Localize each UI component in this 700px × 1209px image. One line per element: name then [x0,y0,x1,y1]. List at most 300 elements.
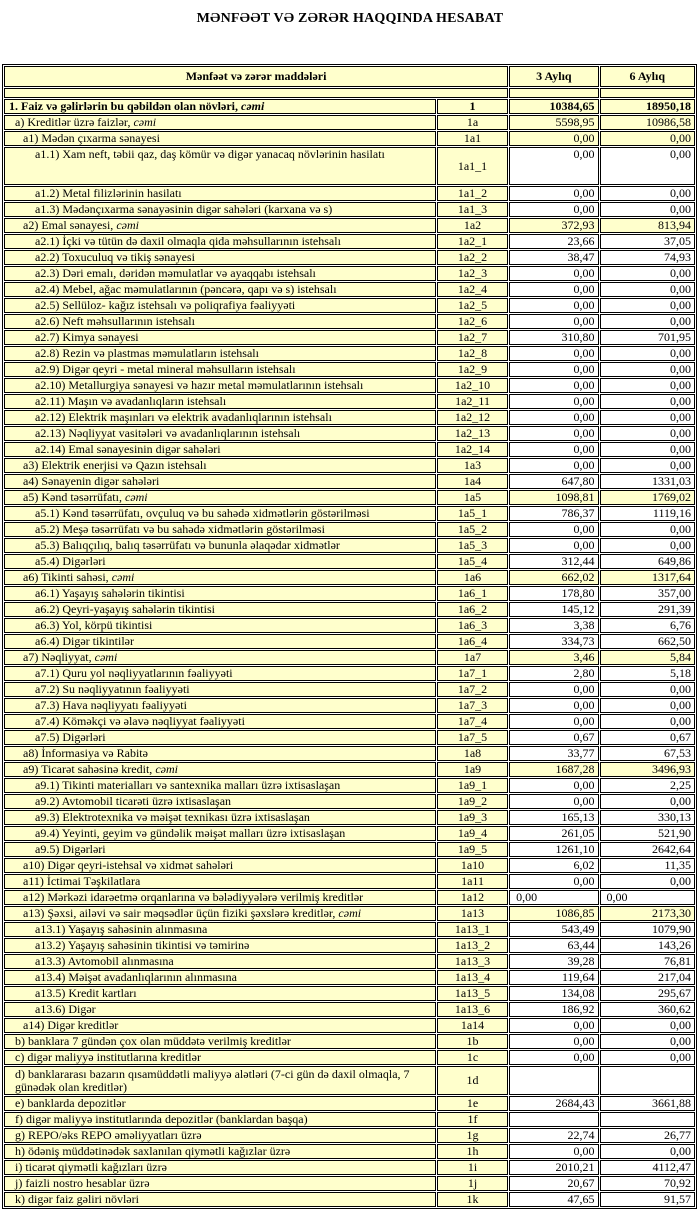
row-label-cell: d) banklararası bazarın qısamüddətli maliyyə alətləri (7-ci gün də daxil olmaqla, 7 günədək olan kreditlər) [4,1066,436,1095]
table-row [4,314,695,329]
table-row [4,1144,695,1159]
header-row [4,66,695,87]
row-value-3m-cell: 261,05 [509,826,598,841]
row-label-text: a) Kreditlər üzrə faizlər, [15,115,134,129]
row-value-3m-cell: 2010,21 [509,1160,598,1175]
table-row [4,954,695,969]
row-label-cell: a2.14) Emal sənayesinin digər sahələri [4,442,436,457]
row-value-3m-cell: 47,65 [509,1192,598,1207]
row-label-cell: a5.2) Meşə təsərrüfatı və bu sahədə xidmətlərin göstərilməsi [4,522,436,537]
row-label-cell [4,99,436,114]
row-value-6m-cell: 0,00 [600,426,695,441]
row-value-6m-cell: 357,00 [600,586,695,601]
row-label-cell: a10) Digər qeyri-istehsal və xidmət sahələri [4,858,436,873]
table-row [4,938,695,953]
row-value-6m-cell: 0,00 [600,714,695,729]
row-value-6m-cell: 6,76 [600,618,695,633]
table-row [4,522,695,537]
table-row [4,826,695,841]
row-label-italic-suffix: cəmi [111,570,135,584]
table-row [4,922,695,937]
row-code-cell: 1h [437,1144,508,1159]
row-value-3m-cell: 0,00 [509,890,598,905]
row-value-3m-cell: 312,44 [509,554,598,569]
row-value-6m-cell: 0,00 [600,394,695,409]
row-value-3m-cell: 5598,95 [509,115,598,130]
row-value-3m-cell: 0,00 [509,410,598,425]
row-value-3m-cell: 0,00 [509,682,598,697]
table-row [4,282,695,297]
spacer-cell [509,88,598,98]
row-value-6m-cell: 0,00 [600,266,695,281]
table-row [4,810,695,825]
row-label-cell: a2.6) Neft məhsullarının istehsalı [4,314,436,329]
profit-loss-table [2,64,697,1209]
row-value-6m-cell: 2,25 [600,778,695,793]
row-code-cell: 1a9_3 [437,810,508,825]
row-code-cell: 1a7_3 [437,698,508,713]
row-value-3m-cell: 372,93 [509,218,598,233]
row-label-cell: a2.5) Sellüloz- kağız istehsalı və poliqrafiya fəaliyyəti [4,298,436,313]
row-code-cell: 1a2_2 [437,250,508,265]
row-label-cell: a3) Elektrik enerjisi və Qazın istehsalı [4,458,436,473]
row-code-cell: 1a13_1 [437,922,508,937]
row-label-cell [4,650,436,665]
row-code-cell: 1a2_12 [437,410,508,425]
row-value-6m-cell: 295,67 [600,986,695,1001]
row-label-text: 1. Faiz və gəlirlərin bu qəbildən olan növləri, [9,99,241,113]
row-value-3m-cell: 1086,85 [509,906,598,921]
row-code-cell: 1a7_5 [437,730,508,745]
row-value-3m-cell: 2684,43 [509,1096,598,1111]
table-row [4,986,695,1001]
row-label-cell: a7.5) Digərləri [4,730,436,745]
row-label-cell: e) banklarda depozitlər [4,1096,436,1111]
row-label-cell: a13.5) Kredit kartları [4,986,436,1001]
row-code-cell: 1k [437,1192,508,1207]
row-value-6m-cell: 74,93 [600,250,695,265]
table-row [4,147,695,185]
row-code-cell: 1a9_1 [437,778,508,793]
row-code-cell: 1a6_3 [437,618,508,633]
row-value-6m-cell: 649,86 [600,554,695,569]
row-value-6m-cell: 0,00 [600,186,695,201]
row-value-6m-cell: 0,00 [600,1144,695,1159]
row-value-3m-cell: 33,77 [509,746,598,761]
row-value-3m-cell: 0,00 [509,282,598,297]
row-label-italic-suffix: cəmi [155,762,178,776]
row-label-cell [4,570,436,585]
table-row [4,634,695,649]
table-row [4,890,695,905]
row-label-cell: a13.3) Avtomobil alınmasına [4,954,436,969]
row-code-cell: 1g [437,1128,508,1143]
row-label-cell [4,115,436,130]
row-code-cell: 1a2_8 [437,346,508,361]
row-code-cell: 1e [437,1096,508,1111]
table-row [4,218,695,233]
row-label-cell: a7.4) Köməkçi və əlavə nəqliyyat fəaliyyəti [4,714,436,729]
row-code-cell: 1a9 [437,762,508,777]
row-code-cell: 1a11 [437,874,508,889]
table-row [4,602,695,617]
row-value-3m-cell: 786,37 [509,506,598,521]
row-value-6m-cell: 2173,30 [600,906,695,921]
row-value-3m-cell: 0,00 [509,1144,598,1159]
row-label-cell: a2.7) Kimya sənayesi [4,330,436,345]
table-row [4,426,695,441]
row-value-6m-cell: 0,00 [600,890,695,905]
col-header-3m: 3 Aylıq [509,66,598,87]
table-row [4,410,695,425]
row-code-cell: 1a5_2 [437,522,508,537]
row-value-6m-cell: 0,00 [600,282,695,297]
row-value-6m-cell: 0,00 [600,442,695,457]
row-code-cell: 1a9_2 [437,794,508,809]
table-row [4,1128,695,1143]
row-value-3m-cell: 186,92 [509,1002,598,1017]
row-value-6m-cell: 0,00 [600,794,695,809]
row-value-6m-cell: 37,05 [600,234,695,249]
row-label-cell: a8) İnformasiya və Rabitə [4,746,436,761]
table-row [4,1176,695,1191]
row-code-cell: 1a2_11 [437,394,508,409]
table-row [4,362,695,377]
table-row [4,1034,695,1049]
row-code-cell: 1a13_6 [437,1002,508,1017]
row-value-6m-cell: 0,00 [600,1018,695,1033]
row-code-cell: 1a6_1 [437,586,508,601]
row-label-cell: a2.12) Elektrik maşınları və elektrik avadanlıqlarının istehsalı [4,410,436,425]
row-value-3m-cell: 0,00 [509,362,598,377]
table-row [4,1002,695,1017]
row-code-cell: 1a7_2 [437,682,508,697]
row-value-6m-cell: 0,00 [600,147,695,185]
row-code-cell: 1a5 [437,490,508,505]
row-value-6m-cell: 0,00 [600,1050,695,1065]
table-row [4,394,695,409]
row-code-cell: 1i [437,1160,508,1175]
row-label-cell: a9.1) Tikinti materialları və santexnika malları üzrə ixtisaslaşan [4,778,436,793]
row-label-cell [4,906,436,921]
row-label-cell: a9.5) Digərləri [4,842,436,857]
row-code-cell: 1a9_5 [437,842,508,857]
row-value-6m-cell: 0,00 [600,410,695,425]
row-label-cell: a13.6) Digər [4,1002,436,1017]
row-value-3m-cell: 0,00 [509,314,598,329]
row-code-cell: 1a1 [437,131,508,146]
table-row [4,298,695,313]
row-value-3m-cell: 310,80 [509,330,598,345]
row-value-6m-cell: 0,00 [600,298,695,313]
col-header-items: Mənfəət və zərər maddələri [4,66,508,87]
row-value-6m-cell: 3661,88 [600,1096,695,1111]
row-label-cell: a11) İctimai Təşkilatlara [4,874,436,889]
row-value-6m-cell: 1769,02 [600,490,695,505]
row-label-cell: a13.4) Məişət avadanlıqlarının alınmasına [4,970,436,985]
row-code-cell: 1a5_3 [437,538,508,553]
row-code-cell: 1a8 [437,746,508,761]
row-code-cell: 1a7 [437,650,508,665]
row-value-3m-cell: 0,00 [509,1034,598,1049]
row-value-3m-cell: 0,00 [509,522,598,537]
row-label-cell: a2.3) Dəri emalı, dəridən məmulatlar və ayaqqabı istehsalı [4,266,436,281]
row-code-cell: 1a2 [437,218,508,233]
row-value-6m-cell: 0,00 [600,362,695,377]
row-value-6m-cell: 0,00 [600,682,695,697]
row-label-cell: g) REPO/əks REPO əməliyyatları üzrə [4,1128,436,1143]
row-value-3m-cell: 0,00 [509,794,598,809]
table-row [4,346,695,361]
row-code-cell: 1a13_2 [437,938,508,953]
row-label-cell: a1) Mədən çıxarma sənayesi [4,131,436,146]
row-code-cell: 1a1_3 [437,202,508,217]
row-label-cell: a12) Mərkəzi idarəetmə orqanlarına və bələdiyyələrə verilmiş kreditlər [4,890,436,905]
row-value-3m-cell: 39,28 [509,954,598,969]
row-label-cell: a2.1) İçki və tütün də daxil olmaqla qida məhsullarının istehsalı [4,234,436,249]
row-code-cell: 1a2_13 [437,426,508,441]
row-value-6m-cell: 5,84 [600,650,695,665]
table-row [4,490,695,505]
table-row [4,650,695,665]
row-label-text: a6) Tikinti sahəsi, [23,570,112,584]
row-label-cell: k) digər faiz gəliri növləri [4,1192,436,1207]
row-value-3m-cell: 0,00 [509,202,598,217]
profit-loss-table-body [4,66,695,1207]
spacer-row [4,88,695,98]
row-value-6m-cell: 0,00 [600,346,695,361]
row-value-6m-cell: 0,00 [600,202,695,217]
table-row [4,234,695,249]
row-value-6m-cell: 3496,93 [600,762,695,777]
row-label-cell: a7.3) Hava nəqliyyatı fəaliyyəti [4,698,436,713]
row-code-cell: 1a13 [437,906,508,921]
row-code-cell: 1a7_4 [437,714,508,729]
row-code-cell: 1a2_4 [437,282,508,297]
row-label-cell: a6.2) Qeyri-yaşayış sahələrin tikintisi [4,602,436,617]
row-value-6m-cell: 18950,18 [600,99,695,114]
row-code-cell: 1a2_14 [437,442,508,457]
row-value-6m-cell [600,1066,695,1095]
row-label-cell: a14) Digər kreditlər [4,1018,436,1033]
spacer-cell [600,88,695,98]
row-value-6m-cell: 26,77 [600,1128,695,1143]
table-row [4,778,695,793]
table-row [4,762,695,777]
row-label-italic-suffix: cəmi [133,115,157,129]
row-label-cell: a2.11) Maşın və avadanlıqların istehsalı [4,394,436,409]
row-label-cell: a1.2) Metal filizlərinin hasilatı [4,186,436,201]
row-label-italic-suffix: cəmi [241,99,265,113]
row-label-cell: a2.8) Rezin və plastmas məmulatların istehsalı [4,346,436,361]
row-value-3m-cell: 0,00 [509,538,598,553]
row-value-3m-cell: 0,00 [509,442,598,457]
col-header-6m: 6 Aylıq [600,66,695,87]
row-value-6m-cell: 330,13 [600,810,695,825]
row-value-6m-cell: 0,00 [600,874,695,889]
table-row [4,202,695,217]
row-code-cell: 1a [437,115,508,130]
row-value-6m-cell: 143,26 [600,938,695,953]
row-code-cell: 1a1_2 [437,186,508,201]
row-code-cell: 1a5_4 [437,554,508,569]
row-label-cell: h) ödəniş müddətinədək saxlanılan qiymətli kağızlar üzrə [4,1144,436,1159]
row-value-3m-cell: 134,08 [509,986,598,1001]
row-code-cell: 1a12 [437,890,508,905]
row-label-cell: a2.10) Metallurgiya sənayesi və hazır metal məmulatlarının istehsalı [4,378,436,393]
report-title: MƏNFƏƏT VƏ ZƏRƏR HAQQINDA HESABAT [196,11,504,26]
row-value-3m-cell: 165,13 [509,810,598,825]
row-value-3m-cell: 647,80 [509,474,598,489]
row-value-6m-cell: 360,62 [600,1002,695,1017]
row-code-cell: 1a9_4 [437,826,508,841]
table-row [4,970,695,985]
row-value-6m-cell: 662,50 [600,634,695,649]
row-value-6m-cell: 10986,58 [600,115,695,130]
row-label-cell: a9.2) Avtomobil ticarəti üzrə ixtisaslaşan [4,794,436,809]
table-row [4,906,695,921]
row-code-cell: 1c [437,1050,508,1065]
row-value-6m-cell: 0,67 [600,730,695,745]
table-row [4,1192,695,1207]
row-label-cell: a9.4) Yeyinti, geyim və gündəlik məişət malları üzrə ixtisaslaşan [4,826,436,841]
row-value-3m-cell [509,1066,598,1095]
row-value-6m-cell: 2642,64 [600,842,695,857]
row-value-3m-cell: 0,00 [509,346,598,361]
row-label-cell: i) ticarət qiymətli kağızları üzrə [4,1160,436,1175]
table-row [4,682,695,697]
table-row [4,1160,695,1175]
row-code-cell: 1a13_4 [437,970,508,985]
row-value-6m-cell: 701,95 [600,330,695,345]
row-code-cell: 1a6_2 [437,602,508,617]
row-code-cell: 1a13_5 [437,986,508,1001]
row-value-6m-cell: 4112,47 [600,1160,695,1175]
row-value-3m-cell: 543,49 [509,922,598,937]
row-value-6m-cell: 70,92 [600,1176,695,1191]
table-row [4,730,695,745]
row-label-italic-suffix: cəmi [124,490,148,504]
row-code-cell: 1a14 [437,1018,508,1033]
row-code-cell: 1f [437,1112,508,1127]
row-label-cell: j) faizli nostro hesablar üzrə [4,1176,436,1191]
row-value-6m-cell: 0,00 [600,538,695,553]
row-value-6m-cell: 5,18 [600,666,695,681]
table-row [4,1112,695,1127]
row-label-cell: a13.1) Yaşayış sahəsinin alınmasına [4,922,436,937]
table-row [4,442,695,457]
table-row [4,115,695,130]
row-value-3m-cell: 0,00 [509,394,598,409]
row-code-cell: 1a13_3 [437,954,508,969]
table-row [4,1066,695,1095]
row-code-cell: 1d [437,1066,508,1095]
row-value-3m-cell: 0,00 [509,426,598,441]
row-value-3m-cell: 1098,81 [509,490,598,505]
row-label-cell: a1.1) Xam neft, təbii qaz, daş kömür və digər yanacaq növlərinin hasilatı [4,147,436,185]
row-code-cell: 1a2_5 [437,298,508,313]
row-label-cell: a13.2) Yaşayış sahəsinin tikintisi və təmirinə [4,938,436,953]
row-code-cell: 1a2_6 [437,314,508,329]
table-row [4,330,695,345]
row-code-cell: 1a2_1 [437,234,508,249]
row-label-text: a7) Nəqliyyat, [23,650,95,664]
table-row [4,794,695,809]
row-value-3m-cell: 3,38 [509,618,598,633]
row-value-3m-cell: 0,00 [509,131,598,146]
row-label-cell: f) digər maliyyə institutlarında depozitlər (banklardan başqa) [4,1112,436,1127]
row-label-text: a2) Emal sənayesi, [23,218,117,232]
table-row [4,570,695,585]
row-label-italic-suffix: cəmi [94,650,118,664]
row-value-3m-cell: 3,46 [509,650,598,665]
row-value-3m-cell: 0,00 [509,1050,598,1065]
row-label-cell [4,762,436,777]
table-row [4,1050,695,1065]
row-code-cell: 1a3 [437,458,508,473]
row-label-cell: a6.1) Yaşayış sahələrin tikintisi [4,586,436,601]
row-value-6m-cell: 1119,16 [600,506,695,521]
table-row [4,474,695,489]
table-row [4,538,695,553]
row-code-cell: 1a5_1 [437,506,508,521]
row-label-text: a5) Kənd təsərrüfatı, [23,490,125,504]
row-value-6m-cell: 76,81 [600,954,695,969]
row-value-3m-cell: 0,00 [509,458,598,473]
row-label-cell: a5.3) Balıqçılıq, balıq təsərrüfatı və bununla əlaqədar xidmətlər [4,538,436,553]
row-value-3m-cell: 63,44 [509,938,598,953]
row-code-cell: 1a10 [437,858,508,873]
row-value-3m-cell: 145,12 [509,602,598,617]
table-row [4,858,695,873]
row-value-6m-cell: 0,00 [600,314,695,329]
row-label-cell: a2.4) Mebel, ağac məmulatlarının (pəncərə, qapı və s) istehsalı [4,282,436,297]
table-row [4,131,695,146]
row-value-3m-cell: 0,00 [509,698,598,713]
table-row [4,714,695,729]
row-value-3m-cell: 0,00 [509,378,598,393]
table-row [4,250,695,265]
row-code-cell: 1a4 [437,474,508,489]
table-row [4,746,695,761]
row-value-6m-cell: 291,39 [600,602,695,617]
row-value-3m-cell: 0,00 [509,874,598,889]
row-value-6m-cell: 0,00 [600,378,695,393]
row-value-6m-cell: 813,94 [600,218,695,233]
table-row [4,618,695,633]
row-code-cell: 1j [437,1176,508,1191]
row-code-cell: 1 [437,99,508,114]
table-row [4,378,695,393]
row-code-cell: 1a1_1 [437,147,508,185]
row-value-3m-cell: 1687,28 [509,762,598,777]
row-value-3m-cell: 22,74 [509,1128,598,1143]
row-value-6m-cell: 0,00 [600,522,695,537]
row-label-cell: b) banklara 7 gündən çox olan müddətə verilmiş kreditlər [4,1034,436,1049]
row-label-cell [4,218,436,233]
row-label-cell: a6.4) Digər tikintilər [4,634,436,649]
row-label-italic-suffix: cəmi [116,218,139,232]
row-label-cell: a5.1) Kənd təsərrüfatı, ovçuluq və bu sahədə xidmətlərin göstərilməsi [4,506,436,521]
table-row [4,99,695,114]
row-label-cell: a1.3) Mədənçıxarma sənayəsinin digər sahələri (karxana və s) [4,202,436,217]
row-value-6m-cell: 1331,03 [600,474,695,489]
table-row [4,458,695,473]
row-value-3m-cell: 0,00 [509,1018,598,1033]
row-label-cell: a9.3) Elektrotexnika və məişət texnikası üzrə ixtisaslaşan [4,810,436,825]
table-row [4,698,695,713]
row-code-cell: 1b [437,1034,508,1049]
